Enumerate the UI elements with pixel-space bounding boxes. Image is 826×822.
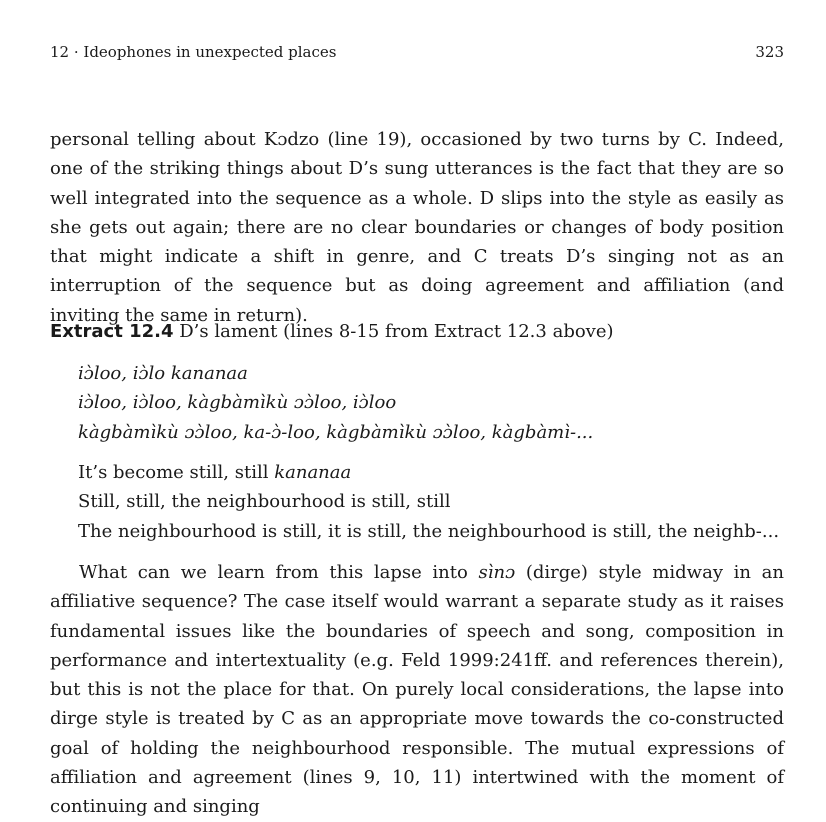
translation-line: The neighbourhood is still, it is still, the neighbourhood is still, the neighb-... [78, 520, 780, 542]
translation-line: Still, still, the neighbourhood is still, still [78, 491, 451, 513]
running-head [50, 42, 784, 62]
paragraph [50, 558, 784, 822]
translation-text: It’s become still, still [78, 462, 275, 483]
chapter-title: 12 · Ideophones in unexpected places [50, 43, 337, 61]
verse-line: iɔ̀loo, iɔ̀lo kananaa [78, 363, 248, 384]
ideophone: kananaa [274, 462, 352, 483]
extract-title: D’s lament (lines 8-15 from Extract 12.3 above) [173, 321, 614, 342]
extract-translation [78, 458, 779, 546]
extract-original-text [78, 359, 593, 447]
genre-term: sìnɔ [478, 562, 516, 583]
extract-heading [50, 317, 614, 346]
verse-line: iɔ̀loo, iɔ̀loo, kàgbàmìkù ɔɔ̀loo, iɔ̀loo [78, 392, 397, 414]
paragraph: personal telling about Kɔdzo (line 19), occasioned by two turns by C. Indeed, one of the striking things about D’s sung utterances is the fact that they are so well integrated into the sequence as a whole. D slips into the style as easily as she gets out again; there are no clear boundaries or changes of body position that might indicate a shift in genre, and C treats D’s singing not as an interruption of the sequence but as doing agreement and affiliation (and inviting the same in return). [50, 129, 784, 326]
verse-line: kàgbàmìkù ɔɔ̀loo, ka-ɔ̀-loo, kàgbàmìkù ɔɔ̀loo, kàgbàmì-... [78, 421, 594, 443]
extract-label: Extract 12.4 [50, 321, 174, 342]
paragraph-text: What can we learn from this lapse into [79, 562, 479, 583]
translation-line [78, 458, 779, 487]
paragraph-text: (dirge) style midway in an affiliative sequence? The case itself would warrant a separate study as it raises fundamental issues like the boundaries of speech and song, composition in performance and intertextuality (e.g. Feld 1999:241ff. and references therein), but this is not the place for that. On purely local considerations, the lapse into dirge style is treated by C as an appropriate move towards the co-constructed goal of holding the neighbourhood responsible. The mutual expressions of affiliation and agreement (lines 9, 10, 11) intertwined with the moment of continuing and singing [50, 562, 785, 818]
page-number: 323 [755, 43, 784, 61]
